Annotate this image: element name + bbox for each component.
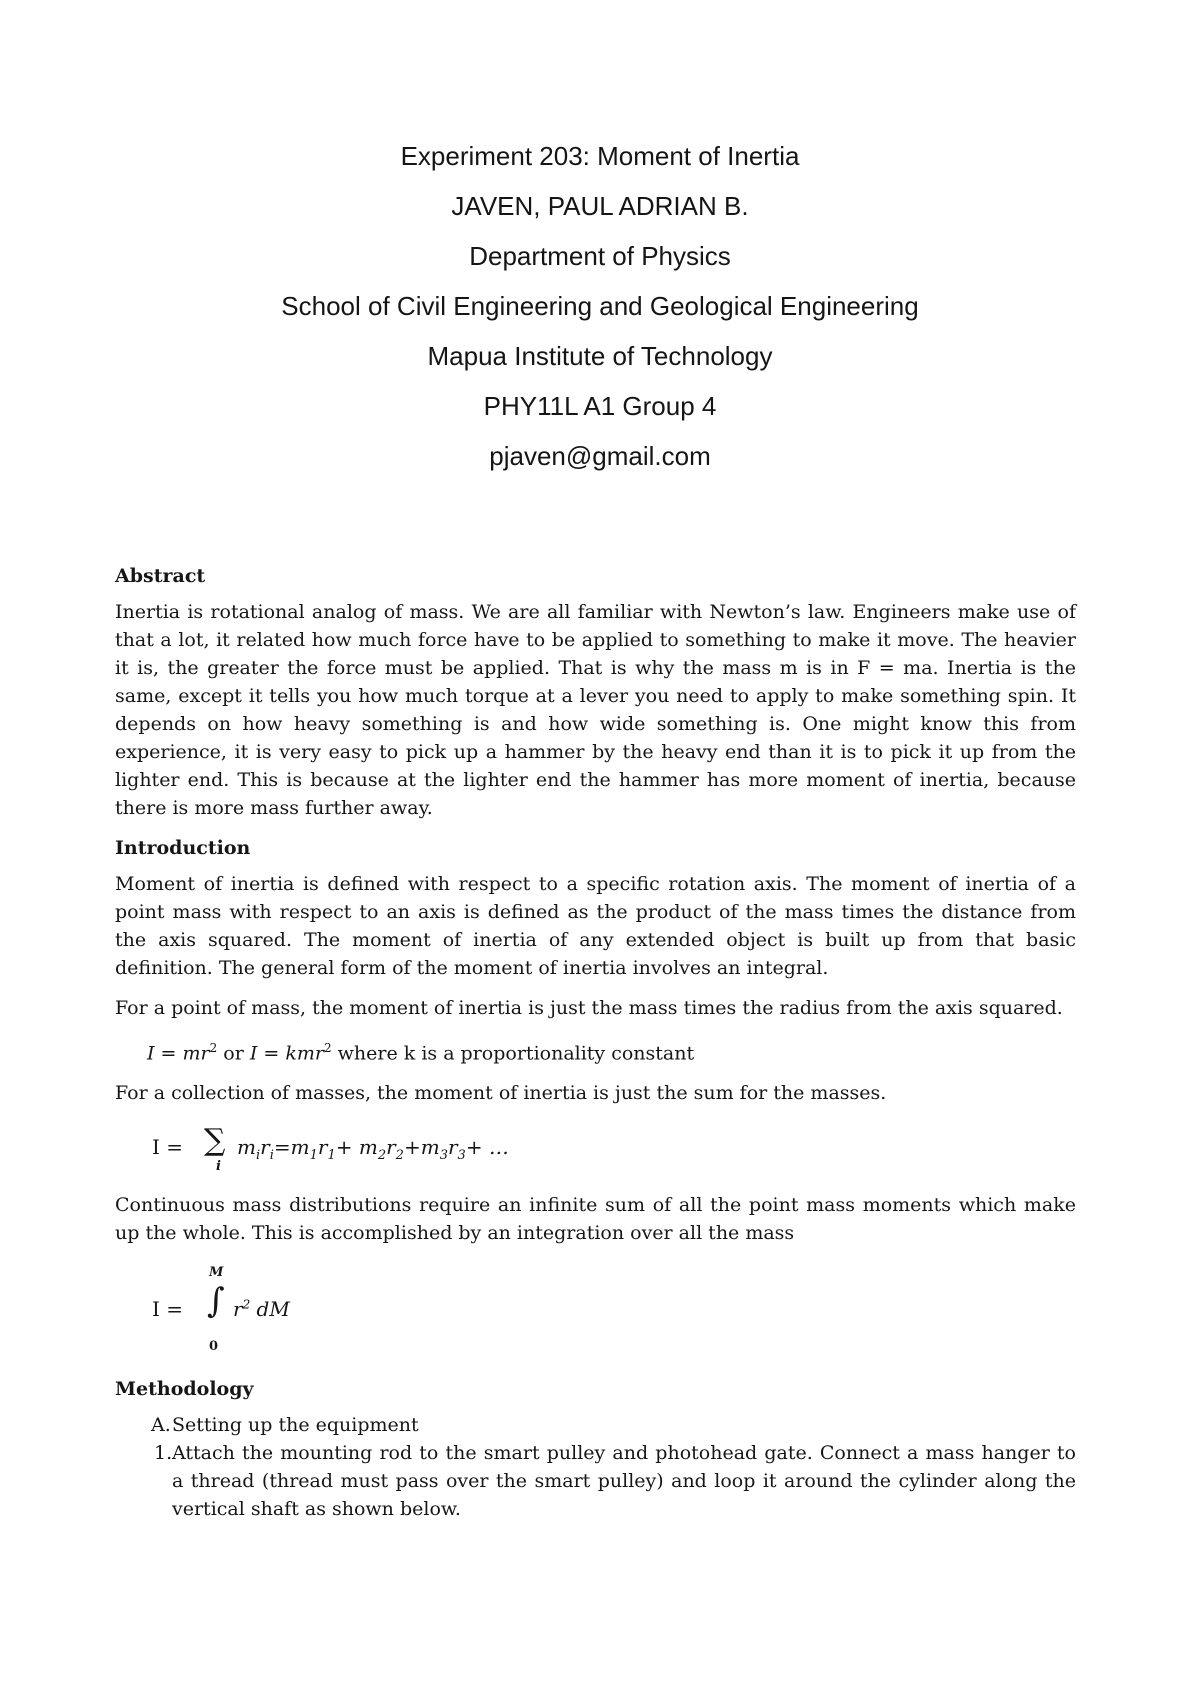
eq2-label: I = (152, 1135, 184, 1160)
integral-upper-limit: M (209, 1265, 224, 1281)
introduction-paragraph-1: Moment of inertia is defined with respect to a specific rotation axis. The moment of inertia of a point mass with respect to an axis is defined as the product of the mass times the distance from the axis squared. The moment of inertia of any extended object is built up from that basic definition. The general form of the moment of inertia involves an integral. (115, 873, 1076, 979)
introduction-paragraph-3: For a collection of masses, the moment of inertia is just the sum for the masses. (115, 1082, 887, 1105)
list-marker-1: 1. (154, 1442, 173, 1465)
integral-symbol: ∫ (207, 1281, 225, 1322)
list-item (115, 1439, 1076, 1523)
sum-expression: $m_ir_i=m_1r_1+ m_2r_2+m_3r_3+$ … (237, 1135, 509, 1164)
list-item (115, 1411, 1076, 1439)
title-block (0, 138, 1200, 488)
abstract-text: Inertia is rotational analog of mass. We are all familiar with Newton’s law. Engineers make use of that a lot, it related how much force have to be applied to something to make it move. The heavier it is, the greater the force must be applied. That is why the mass m is in F = ma. Inertia is the same, except it tells you how much torque at a lever you need to apply to make something spin. It depends on how heavy something is and how wide something is. One might know this from experience, it is very easy to pick up a hammer by the heavy end than it is to pick it up from the lighter end. This is because at the lighter end the hammer has more moment of inertia, because there is more mass further away. (115, 601, 1076, 819)
paper-title: Experiment 203: Moment of Inertia (400, 141, 800, 171)
equation-sum (115, 1119, 1076, 1179)
sigma-subscript: i (216, 1159, 221, 1175)
eq1-exponent-1: 2 (209, 1041, 218, 1055)
author-name: JAVEN, PAUL ADRIAN B. (451, 191, 749, 221)
eq1-tail: where k is a proportionality constant (331, 1042, 695, 1065)
eq1-or: or (217, 1042, 250, 1065)
eq3-label: I = (152, 1297, 184, 1322)
equation-integral (115, 1259, 1076, 1363)
introduction-heading: Introduction (115, 837, 251, 859)
methodology-heading: Methodology (115, 1378, 254, 1401)
eq1-part2: I = kmr (249, 1042, 324, 1065)
sigma-symbol: ∑ (204, 1123, 226, 1159)
paper-body (115, 562, 1076, 1523)
abstract-heading: Abstract (115, 565, 206, 587)
introduction-paragraph-4: Continuous mass distributions require an infinite sum of all the point mass moments which make up the whole. This is accomplished by an integration over all the mass (115, 1194, 1076, 1245)
integral-expression: $r^2$ dM (233, 1297, 290, 1322)
methodology-list (115, 1411, 1076, 1523)
integral-lower-limit: 0 (209, 1339, 219, 1355)
eq1-exponent-2: 2 (323, 1041, 332, 1055)
introduction-paragraph-2: For a point of mass, the moment of inertia is just the mass times the radius from the axis squared. (115, 997, 1063, 1019)
school: School of Civil Engineering and Geological Engineering (281, 291, 919, 321)
equation-point-mass (115, 1034, 1076, 1067)
list-item-a-text: Setting up the equipment (172, 1414, 419, 1437)
institution: Mapua Institute of Technology (427, 341, 773, 371)
list-marker-a: A. (151, 1414, 171, 1437)
author-email: pjaven@gmail.com (489, 441, 711, 471)
department: Department of Physics (469, 241, 731, 271)
course-group: PHY11L A1 Group 4 (483, 391, 717, 421)
list-item-1-text: Attach the mounting rod to the smart pulley and photohead gate. Connect a mass hanger to a thread (thread must pass over the smart pulley) and loop it around the cylinder along the vertical shaft as shown below. (172, 1442, 1076, 1521)
eq1-part1: I = mr (147, 1042, 210, 1065)
